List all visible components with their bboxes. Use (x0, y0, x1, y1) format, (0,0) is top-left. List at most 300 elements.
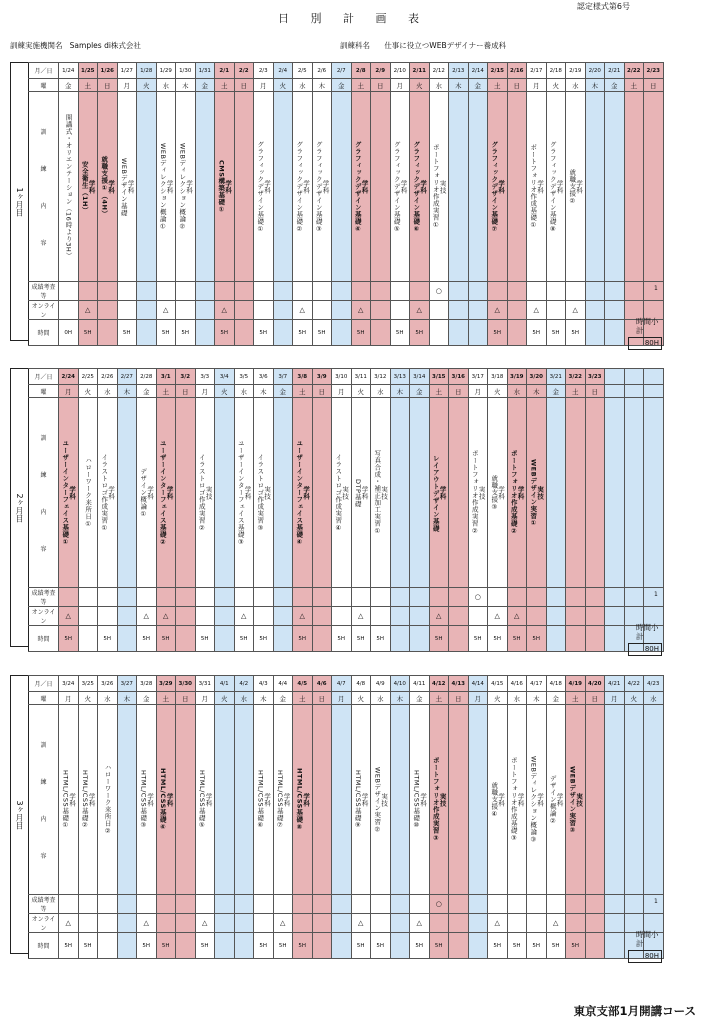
training-content-cell (117, 92, 137, 282)
online-cell: △ (507, 607, 527, 626)
training-content-cell (312, 398, 332, 588)
training-content-text (412, 138, 426, 234)
content-line: HTML/CSS基礎② (80, 770, 89, 830)
training-content-cell (234, 705, 254, 895)
training-content-text (354, 767, 368, 830)
assessment-cell (59, 282, 79, 301)
hours-cell: 5H (546, 320, 566, 346)
weekday-cell: 日 (176, 385, 196, 398)
online-cell (117, 607, 137, 626)
hours-cell: 5H (468, 626, 488, 652)
training-content-cell (215, 705, 235, 895)
section-month-label (10, 675, 28, 954)
training-content-text (529, 753, 543, 844)
assessment-cell (507, 282, 527, 301)
training-content-cell (527, 92, 547, 282)
content-label-char: 内 (40, 508, 47, 516)
training-content-cell (468, 398, 488, 588)
online-cell (215, 607, 235, 626)
date-cell: 2/13 (449, 63, 469, 79)
content-label-char: 練 (40, 165, 47, 173)
content-label-char: 練 (40, 471, 47, 479)
training-content-text (100, 451, 114, 533)
hours-cell: 5H (273, 933, 293, 959)
hours-cell: 5H (78, 933, 98, 959)
row-label-time: 時間 (29, 320, 59, 346)
content-label-char: 容 (40, 545, 47, 553)
hours-cell (78, 626, 98, 652)
content-line: WEBデザイン基礎 (119, 157, 128, 217)
weekday-cell: 日 (234, 79, 254, 92)
content-line: 学科 (204, 792, 213, 807)
content-line: ポートフォリオ作成実習③ (431, 757, 440, 843)
hours-cell: 5H (566, 933, 586, 959)
hours-cell (117, 933, 137, 959)
content-line: 学科 (224, 179, 233, 194)
assessment-cell (195, 282, 215, 301)
weekday-cell: 金 (410, 385, 430, 398)
subtotal-label: 時間小計 (636, 317, 659, 335)
hours-cell: 5H (78, 320, 98, 346)
assessment-cell (624, 588, 644, 607)
date-cell: 3/12 (371, 369, 391, 385)
content-line: 学科 (360, 486, 369, 500)
date-cell: 2/12 (429, 63, 449, 79)
online-cell (312, 914, 332, 933)
row-label-assess: 成績考査等 (29, 282, 59, 301)
date-cell: 4/21 (605, 676, 625, 692)
training-content-cell (117, 705, 137, 895)
hours-cell: 5H (293, 626, 313, 652)
month-label-text: 3ヶ月目 (15, 799, 24, 830)
training-content-cell (449, 92, 469, 282)
assessment-cell (546, 282, 566, 301)
online-cell (273, 301, 293, 320)
online-cell (605, 301, 625, 320)
date-cell: 3/8 (293, 369, 313, 385)
weekday-cell: 水 (644, 692, 664, 705)
content-line: 学科 (360, 792, 369, 807)
training-content-text (373, 764, 387, 834)
date-cell: 3/29 (156, 676, 176, 692)
weekday-cell: 月 (468, 385, 488, 398)
online-cell: △ (137, 914, 157, 933)
schedule-table (28, 62, 664, 346)
assessment-cell (312, 282, 332, 301)
training-content-text (198, 451, 212, 533)
online-cell (449, 914, 469, 933)
content-line: HTML/CSS基礎⑨ (353, 770, 362, 830)
date-cell: 1/26 (98, 63, 118, 79)
date-cell: 3/10 (332, 369, 352, 385)
online-cell (254, 914, 274, 933)
hours-cell (98, 933, 118, 959)
assessment-cell (566, 588, 586, 607)
training-content-text (256, 767, 270, 830)
training-content-text (198, 767, 212, 830)
content-line: 学科 (516, 793, 525, 807)
online-cell (527, 914, 547, 933)
hours-cell (605, 933, 625, 959)
hours-cell: 5H (488, 320, 508, 346)
training-content-text (432, 452, 446, 532)
online-cell (566, 607, 586, 626)
date-cell: 3/13 (390, 369, 410, 385)
row-label-time: 時間 (29, 933, 59, 959)
training-content-cell (605, 705, 625, 895)
content-line: 学科 (302, 792, 311, 807)
weekday-cell: 木 (390, 385, 410, 398)
weekday-cell: 土 (215, 79, 235, 92)
hours-cell: 5H (390, 320, 410, 346)
training-content-cell (293, 398, 313, 588)
date-cell: 3/1 (156, 369, 176, 385)
content-line: 学科 (126, 180, 135, 194)
row-label-online: オンライン (29, 607, 59, 626)
content-line: ポートフォリオ作成実習① (431, 144, 440, 230)
online-cell: △ (195, 914, 215, 933)
assessment-cell (137, 588, 157, 607)
date-cell (605, 369, 625, 385)
online-cell: △ (78, 301, 98, 320)
assessment-cell (566, 282, 586, 301)
training-content-text (120, 155, 134, 217)
content-line: 安全衛生（1H） (80, 160, 89, 214)
assessment-cell (605, 895, 625, 914)
content-line: ポートフォリオ作成基礎① (529, 144, 538, 230)
weekday-cell: 月 (390, 79, 410, 92)
online-cell (605, 914, 625, 933)
date-cell: 3/23 (585, 369, 605, 385)
assessment-cell (410, 588, 430, 607)
date-cell: 3/25 (78, 676, 98, 692)
assessment-cell (488, 895, 508, 914)
online-cell (507, 914, 527, 933)
training-content-text (256, 138, 270, 234)
date-cell: 2/19 (566, 63, 586, 79)
assessment-cell: ○ (429, 282, 449, 301)
date-cell: 1/24 (59, 63, 79, 79)
content-line: 実技 (263, 486, 272, 500)
training-content-text (412, 767, 426, 830)
content-line: 学科 (146, 792, 155, 807)
training-content-cell (254, 705, 274, 895)
date-cell: 4/1 (215, 676, 235, 692)
weekday-cell: 木 (312, 79, 332, 92)
date-cell: 4/18 (546, 676, 566, 692)
date-cell: 4/15 (488, 676, 508, 692)
content-line: 学科 (165, 792, 174, 807)
date-cell: 2/2 (234, 63, 254, 79)
online-cell (390, 914, 410, 933)
date-cell: 2/17 (527, 63, 547, 79)
training-content-cell (449, 705, 469, 895)
content-line: ポートフォリオ作成実習② (470, 450, 479, 536)
online-cell (527, 607, 547, 626)
content-line: 写真合成・補正加工実習① (373, 450, 382, 536)
online-cell: △ (351, 607, 371, 626)
assessment-cell (546, 895, 566, 914)
training-content-text (529, 456, 543, 528)
date-cell: 2/14 (468, 63, 488, 79)
online-cell (234, 914, 254, 933)
assessment-cell (137, 282, 157, 301)
online-cell (449, 301, 469, 320)
assessment-cell (449, 282, 469, 301)
training-content-text (393, 138, 407, 234)
assessment-cell (293, 588, 313, 607)
content-line: HTML/CSS基礎⑦ (275, 770, 284, 830)
assessment-cell (527, 895, 547, 914)
hours-cell (449, 626, 469, 652)
weekday-cell: 土 (488, 79, 508, 92)
content-line: 実技 (438, 793, 447, 807)
institution-label: 訓練実施機関名 (10, 41, 63, 50)
training-content-text (81, 767, 95, 830)
content-label-char: 訓 (40, 434, 47, 442)
assessment-cell (624, 282, 644, 301)
assessment-cell (176, 895, 196, 914)
date-cell: 1/31 (195, 63, 215, 79)
assessment-cell (78, 588, 98, 607)
training-content-text (549, 138, 563, 234)
row-label-assess: 成績考査等 (29, 588, 59, 607)
training-content-text: ハローワーク来所日① (84, 457, 93, 529)
date-cell: 4/9 (371, 676, 391, 692)
assessment-cell (312, 588, 332, 607)
online-cell (195, 301, 215, 320)
assessment-cell (449, 895, 469, 914)
course-line (340, 40, 506, 51)
hours-cell (585, 320, 605, 346)
content-line: 学科 (87, 792, 96, 807)
row-label-assess: 成績考査等 (29, 895, 59, 914)
assessment-cell (293, 282, 313, 301)
hours-cell: 5H (195, 626, 215, 652)
hours-cell (468, 320, 488, 346)
online-cell (468, 914, 488, 933)
hours-cell (234, 320, 254, 346)
training-content-cell (176, 92, 196, 282)
assessment-cell (429, 588, 449, 607)
assessment-cell (410, 895, 430, 914)
content-line: 就職支援② (568, 168, 577, 206)
training-content-text (568, 166, 582, 206)
assessment-cell (273, 895, 293, 914)
training-content-cell (527, 705, 547, 895)
weekday-cell: 水 (234, 385, 254, 398)
training-content-cell (215, 398, 235, 588)
content-line: ポートフォリオ作成基礎③ (509, 757, 518, 843)
weekday-cell: 土 (293, 692, 313, 705)
assessment-cell (98, 588, 118, 607)
row-label-dow: 曜 (29, 79, 59, 92)
online-cell (468, 301, 488, 320)
date-cell: 2/7 (332, 63, 352, 79)
content-line: WEBディレクション概論② (178, 143, 187, 231)
row-label-time: 時間 (29, 626, 59, 652)
online-cell (449, 607, 469, 626)
content-line: 学科 (68, 486, 77, 500)
content-line: 学科 (302, 486, 311, 500)
weekday-cell: 月 (527, 79, 547, 92)
assessment-cell (273, 282, 293, 301)
weekday-cell: 土 (293, 385, 313, 398)
assessment-cell (59, 895, 79, 914)
online-cell (98, 914, 118, 933)
assessment-cell (312, 895, 332, 914)
assessment-cell (176, 588, 196, 607)
content-line: グラフィックデザイン基礎④ (353, 140, 362, 234)
date-cell: 3/30 (176, 676, 196, 692)
weekday-cell: 土 (429, 692, 449, 705)
content-line: 学科 (302, 180, 311, 194)
date-cell: 3/21 (546, 369, 566, 385)
date-cell: 3/11 (351, 369, 371, 385)
content-line: ユーザーインターフェイス基礎② (158, 439, 167, 547)
row-label-content (29, 398, 59, 588)
hours-cell (332, 320, 352, 346)
training-content-cell (176, 398, 196, 588)
hours-cell (585, 933, 605, 959)
hours-cell (176, 626, 196, 652)
date-cell: 3/7 (273, 369, 293, 385)
hours-cell: 5H (410, 320, 430, 346)
online-cell: △ (293, 301, 313, 320)
training-content-text (510, 447, 524, 536)
training-content-cell (585, 92, 605, 282)
hours-cell (332, 933, 352, 959)
hours-cell (215, 626, 235, 652)
date-cell: 3/22 (566, 369, 586, 385)
training-content-cell (507, 398, 527, 588)
date-cell: 4/13 (449, 676, 469, 692)
assessment-cell (98, 282, 118, 301)
training-content-cell (273, 705, 293, 895)
hours-cell: 5H (410, 933, 430, 959)
weekday-cell: 日 (585, 692, 605, 705)
weekday-cell: 日 (371, 79, 391, 92)
content-line: ユーザーインターフェイス基礎④ (295, 439, 304, 547)
assessment-cell (410, 282, 430, 301)
weekday-cell: 金 (468, 79, 488, 92)
training-content-text (100, 153, 114, 217)
hours-cell: 5H (429, 933, 449, 959)
training-content-cell (507, 92, 527, 282)
training-content-cell (605, 398, 625, 588)
online-cell: △ (215, 301, 235, 320)
training-content-cell (137, 92, 157, 282)
training-content-text (354, 138, 368, 234)
online-cell (585, 607, 605, 626)
online-cell (137, 301, 157, 320)
training-content-text (510, 754, 524, 843)
online-cell: △ (546, 914, 566, 933)
date-cell: 1/25 (78, 63, 98, 79)
row-label-online: オンライン (29, 914, 59, 933)
content-line: DTP基礎 (353, 478, 362, 508)
training-content-cell (371, 92, 391, 282)
assessment-cell (371, 588, 391, 607)
content-line: HTML/CSS基礎① (61, 770, 70, 830)
online-cell (605, 607, 625, 626)
weekday-cell: 金 (332, 79, 352, 92)
hours-cell (585, 626, 605, 652)
weekday-cell: 水 (429, 79, 449, 92)
weekday-cell: 土 (351, 79, 371, 92)
assessment-cell (254, 588, 274, 607)
hours-cell: 5H (137, 626, 157, 652)
assessment-cell (254, 282, 274, 301)
weekday-cell: 金 (195, 79, 215, 92)
subtotal-value: 80H (628, 950, 662, 963)
content-line: 実技 (204, 486, 213, 500)
content-line: ユーザーインターフェイス基礎③ (236, 439, 245, 547)
training-content-cell (371, 398, 391, 588)
training-content-cell (390, 705, 410, 895)
date-cell: 3/16 (449, 369, 469, 385)
assessment-cell (351, 895, 371, 914)
training-content-text (295, 138, 309, 234)
subtotal-value: 80H (628, 643, 662, 656)
content-line: WEBデザイン実習① (529, 458, 538, 528)
date-cell: 2/3 (254, 63, 274, 79)
hours-cell: 5H (293, 933, 313, 959)
assessment-cell (527, 282, 547, 301)
date-cell: 2/21 (605, 63, 625, 79)
date-cell: 3/24 (59, 676, 79, 692)
hours-cell (468, 933, 488, 959)
hours-cell: 5H (137, 933, 157, 959)
training-content-cell (332, 92, 352, 282)
marker-one: 1 (654, 285, 658, 292)
assessment-cell (527, 588, 547, 607)
row-label-online: オンライン (29, 301, 59, 320)
assessment-cell (449, 588, 469, 607)
weekday-cell: 火 (624, 692, 644, 705)
hours-cell: 5H (371, 626, 391, 652)
weekday-cell: 水 (371, 692, 391, 705)
content-line: WEBディレクション概論① (158, 143, 167, 231)
online-cell (410, 607, 430, 626)
content-line: 学科 (536, 180, 545, 194)
training-content-cell (624, 705, 644, 895)
hours-cell: 5H (215, 320, 235, 346)
weekday-cell: 金 (546, 385, 566, 398)
assessment-cell (605, 282, 625, 301)
weekday-cell: 金 (605, 79, 625, 92)
date-cell: 3/31 (195, 676, 215, 692)
content-line: 実技 (341, 486, 350, 500)
weekday-cell: 月 (605, 692, 625, 705)
weekday-cell: 木 (527, 692, 547, 705)
hours-cell: 5H (332, 626, 352, 652)
weekday-cell: 木 (254, 692, 274, 705)
training-content-cell (351, 705, 371, 895)
weekday-cell: 金 (410, 692, 430, 705)
online-cell (254, 607, 274, 626)
assessment-cell (273, 588, 293, 607)
hours-cell: 5H (488, 933, 508, 959)
weekday-cell: 火 (488, 692, 508, 705)
row-label-date: 月／日 (29, 369, 59, 385)
weekday-cell: 火 (273, 79, 293, 92)
training-content-text (81, 158, 95, 214)
hours-cell: 5H (527, 626, 547, 652)
weekday-cell: 金 (273, 692, 293, 705)
assessment-cell (234, 895, 254, 914)
content-line: 学科 (263, 180, 272, 194)
